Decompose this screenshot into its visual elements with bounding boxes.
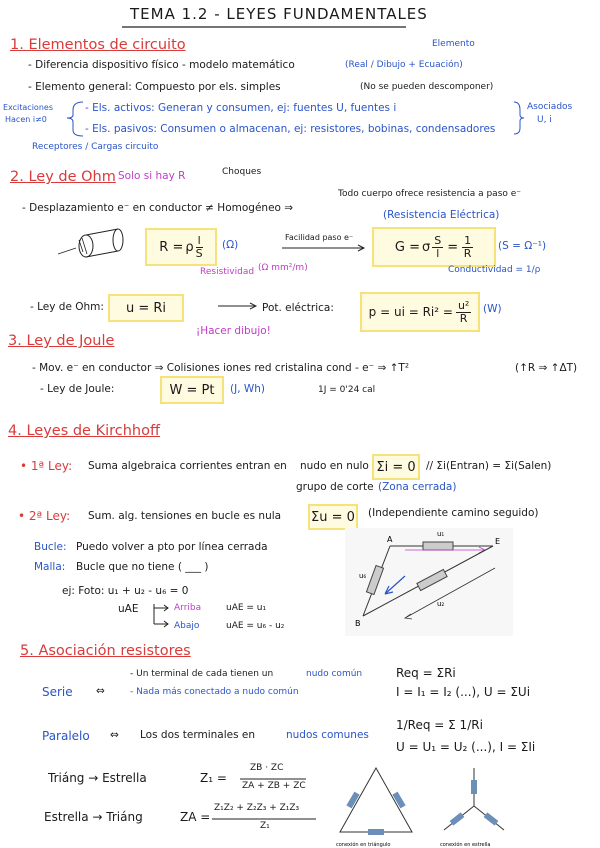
star-connection-diagram [436,762,512,848]
label-u6: u₆ [359,572,367,580]
serie-line1: - Un terminal de cada tienen un [130,669,274,679]
serie-line2: - Nada más conectado a nudo común [130,687,299,697]
u2-over-r: $\frac{\text{u²}}{R}$ [457,298,470,325]
s1-line2: - Elemento general: Compuesto por els. simples [28,81,281,93]
uae-label: uAE [118,603,139,615]
elemento-note: Elemento [432,39,475,49]
s-over-l: $\frac{S}{l}$ [434,233,442,260]
conductividad-label: Conductividad = 1/ρ [448,265,541,275]
ui-label: U, i [537,115,552,125]
s1-line1b: (Real / Dibujo + Ecuación) [345,60,463,70]
hacen-label: Hacen i≠0 [5,115,47,124]
hacer-dibujo: ¡Hacer dibujo! [196,325,271,337]
joule-cal: 1J = 0'24 cal [318,385,376,395]
resistividad-label: Resistividad [200,267,255,277]
p-formula: p = ui = Ri² = [368,305,453,319]
paralelo-line: Los dos terminales en [140,729,256,741]
label-u1: u₁ [437,530,445,538]
desplazamiento-line: - Desplazamiento e⁻ en conductor ≠ Homogéneo ⇒ [22,202,294,214]
facilidad-label: Facilidad paso e⁻ [285,233,354,242]
siemens-units: (S = Ω⁻¹) [498,240,547,252]
estrella-triangulo-label: Estrella → Triáng [44,810,143,824]
node-a: A [387,535,393,544]
serie-equiv: ⇔ [96,685,105,697]
malla-def: Bucle que no tiene ( ___ ) [76,561,209,573]
first-law-text: Suma algebraica corrientes entran en [88,460,287,472]
solo-si-hay-r: Solo si hay R [118,170,186,182]
grupo-de-corte: grupo de corte [296,481,374,493]
uae-arriba: uAE = u₁ [226,603,267,613]
l-over-s: l S [195,233,203,260]
uae-bracket [150,602,174,628]
receptores-label: Receptores / Cargas circuito [32,142,159,152]
todo-cuerpo-line: Todo cuerpo ofrece resistencia a paso e⁻ [338,189,522,199]
resistencia-electrica: (Resistencia Eléctrica) [383,209,500,221]
ejemplo-foto: ej: Foto: u₁ + u₂ - u₆ = 0 [62,585,189,597]
nudo-comun: nudo común [306,669,363,679]
joule-law-box: W = Pt [160,376,224,404]
triangle-caption: conexión en triángulo [336,842,391,848]
bucle-def: Puedo volver a pto por línea cerrada [76,541,268,553]
second-law-label: • 2ª Ley: [18,509,71,523]
arrow-pot [216,302,260,310]
kirchhoff-voltage-box: Σu = 0 [308,504,358,530]
page-title: TEMA 1.2 - LEYES FUNDAMENTALES [130,5,428,23]
malla-key: Malla: [34,561,66,573]
triangulo-estrella-label: Triáng → Estrella [48,771,147,785]
independiente-camino: (Independiente camino seguido) [368,507,539,519]
label-u2: u₂ [437,600,445,608]
uae-abajo: uAE = u₆ - u₂ [226,621,285,631]
excitaciones-label: Excitaciones [3,103,53,112]
star-caption: conexión en estrella [440,842,491,848]
paralelo-currents: U = U₁ = U₂ (...), I = ΣIi [396,740,536,754]
section-3-heading: 3. Ley de Joule [8,333,115,349]
one-over-r: $\frac{1}{R}$ [463,233,472,260]
ley-ohm-label: - Ley de Ohm: [30,301,104,313]
sigma-symbol: σ [421,239,431,255]
section-4-heading: 4. Leyes de Kirchhoff [8,423,160,439]
choques-label: Choques [222,167,262,177]
node-b: B [355,619,361,628]
zona-cerrada: (Zona cerrada) [378,481,457,493]
arrow-facilidad [280,244,370,252]
z1-denominator: ZA + ZB + ZC [242,781,306,791]
s3-line1b: (↑R ⇒ ↑ΔT) [515,362,578,374]
s3-line1: - Mov. e⁻ en conductor ⇒ Colisiones iones red cristalina cond - e⁻ ⇒ ↑T² [32,362,410,374]
activos-line: - Els. activos: Generan y consumen, ej: fuentes U, fuentes i [85,102,397,114]
paralelo-req: 1/Req = Σ 1/Ri [396,718,483,732]
kirchhoff-loop-figure [345,528,513,636]
ohm-units: (Ω) [222,239,239,251]
section-5-heading: 5. Asociación resistores [20,643,191,659]
z1-numerator: ZB · ZC [250,763,284,773]
rho-symbol: ρ [185,239,194,255]
s1-line1: - Diferencia dispositivo físico - modelo matemático [28,59,295,71]
second-law-text: Sum. alg. tensiones en bucle es nula [88,510,282,522]
s1-line2b: (No se pueden descomponer) [360,82,494,92]
brace-left [55,98,85,140]
serie-label: Serie [42,685,73,699]
pot-electrica-label: Pot. eléctrica: [262,302,334,314]
serie-req: Req = ΣRi [396,666,456,680]
conductor-cylinder-icon [56,224,126,266]
title-underline [120,24,410,30]
nudos-comunes: nudos comunes [286,729,369,741]
g-equals: G = [394,239,420,255]
s3-line2: - Ley de Joule: [40,383,115,395]
first-law-label: • 1ª Ley: [20,459,73,473]
sum-entran-salen: // Σi(Entran) = Σi(Salen) [426,460,552,472]
paralelo-equiv: ⇔ [110,729,119,741]
node-e: E [495,537,501,546]
bucle-key: Bucle: [34,541,67,553]
z1-equals: Z₁ = [200,771,227,785]
brace-right [512,100,526,136]
section-1-heading: 1. Elementos de circuito [10,37,186,53]
za-denominator: Z₁ [260,821,270,831]
nudo-en-nulo: nudo en nulo [300,460,369,472]
power-formula-box [360,292,480,332]
paralelo-label: Paralelo [42,729,90,743]
section-2-heading: 2. Ley de Ohm [10,169,116,185]
conductance-formula-box: G = σ $\frac{S}{l}$ = $\frac{1}{R}$ [372,227,496,267]
r-equals: R = [159,239,184,255]
arriba-label: Arriba [174,603,202,613]
za-numerator: Z₁Z₂ + Z₂Z₃ + Z₁Z₃ [214,803,300,813]
watts-units: (W) [483,303,502,315]
kirchhoff-current-box: Σi = 0 [372,454,420,480]
joule-units: (J, Wh) [230,383,266,395]
resistance-formula-box [145,228,217,266]
serie-currents: I = I₁ = I₂ (...), U = ΣUi [396,685,531,699]
pasivos-line: - Els. pasivos: Consumen o almacenan, ej: resistores, bobinas, condensadores [85,123,496,135]
resistividad-units: (Ω mm²/m) [258,263,308,273]
triangle-connection-diagram [330,762,422,848]
abajo-label: Abajo [174,621,200,631]
ohm-law-box: u = Ri [108,294,184,322]
asociados-label: Asociados [527,102,573,112]
za-equals: ZA = [180,810,211,824]
